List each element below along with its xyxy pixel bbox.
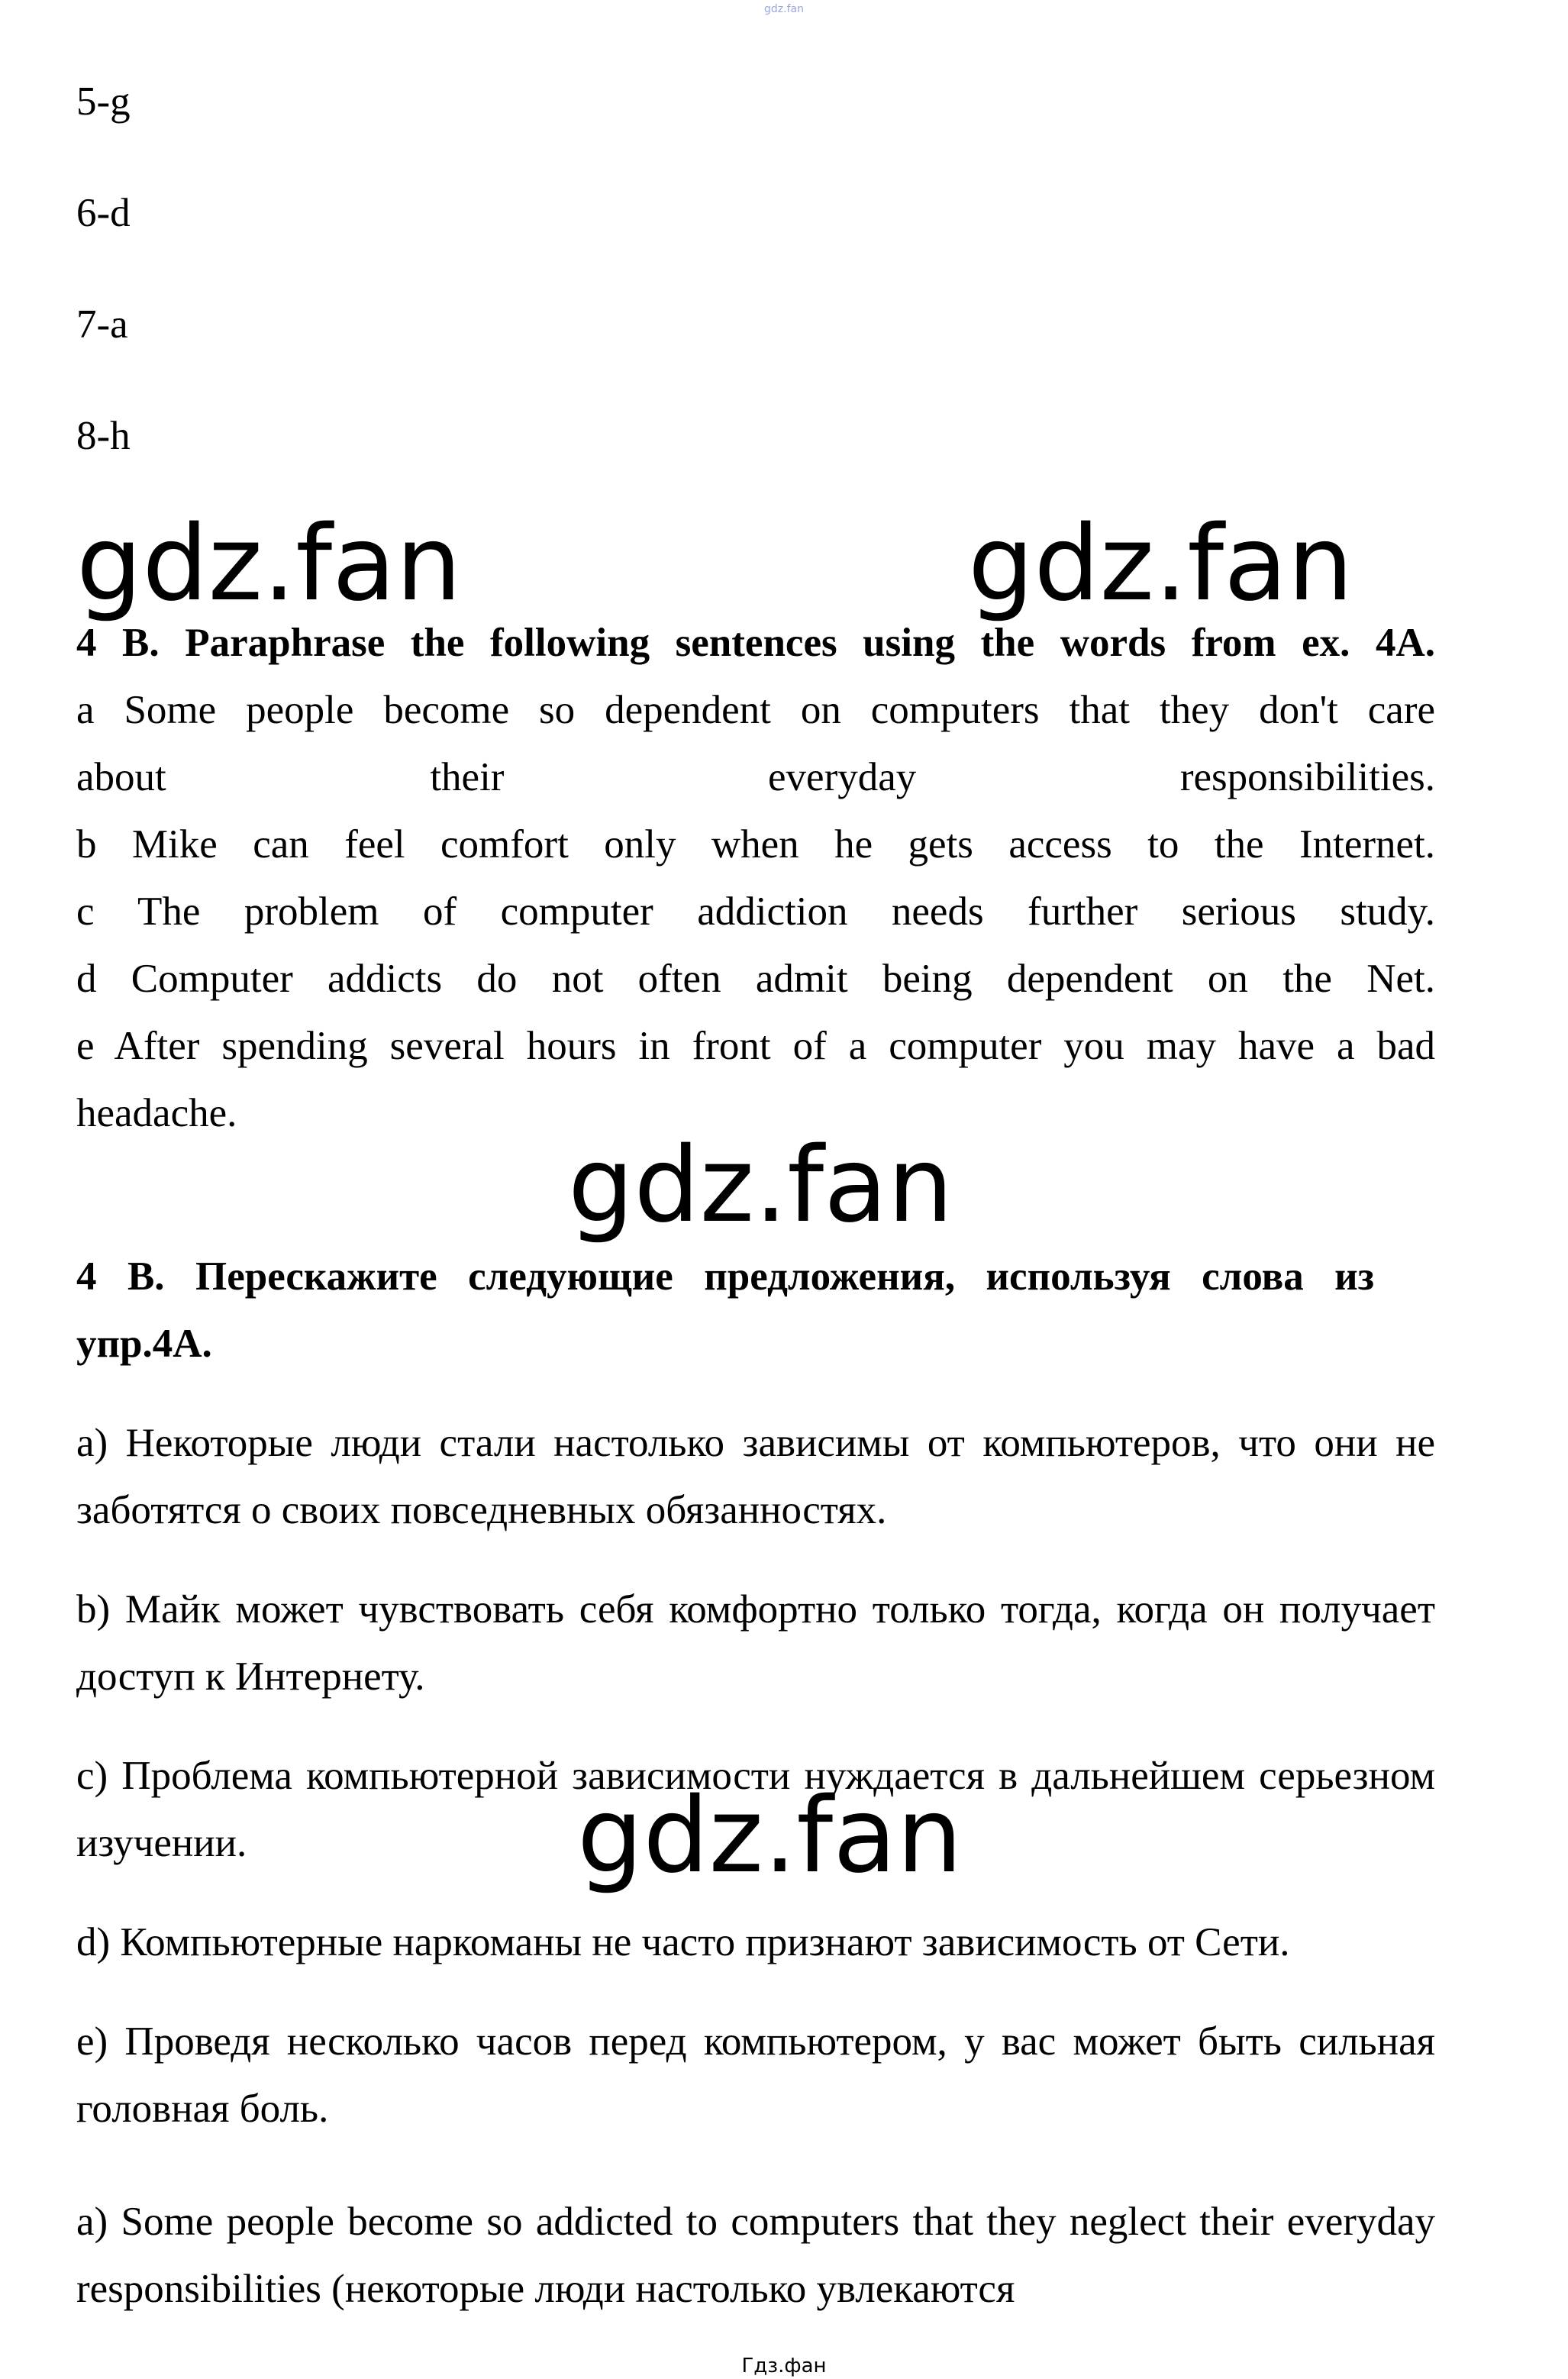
watermark: gdz.fan (76, 504, 462, 625)
sentence-a-line2: about their everyday responsibilities. (76, 755, 1435, 799)
ru-sentence-c: c) Проблема компьютерной зависимости нуждается в дальнейшем серьезном изучении. (76, 1754, 1435, 1865)
sentence-b: b Mike can feel comfort only when he gets access to the Internet. (76, 822, 1435, 867)
sentence-e-line1: e After spending several hours in front of a computer you may have a bad (76, 1024, 1435, 1068)
task-en-title: 4 B. Paraphrase the following sentences using the words from ex. 4A. (76, 621, 1435, 665)
sentence-a-line1: a Some people become so dependent on computers that they don't care (76, 688, 1435, 732)
sentence-d: d Computer addicts do not often admit being dependent on the Net. (76, 957, 1435, 1001)
task-ru (76, 1243, 1435, 1377)
watermark: gdz.fan (568, 1125, 953, 1246)
answer-a: a) Some people become so addicted to computers that they neglect their everyday responsibilities (некоторые люди настолько увлекаются (76, 2200, 1435, 2311)
top-watermark: gdz.fan (764, 3, 804, 15)
answers-list (76, 46, 1435, 492)
watermark: gdz.fan (968, 504, 1353, 625)
task-ru-title: 4 B. Перескажите следующие предложения, используя слова из упр.4A. (76, 1254, 1374, 1366)
sentence-e-line2: headache. (76, 1091, 237, 1135)
answer-item: 6-d (76, 191, 131, 235)
ru-sentence-a: a) Некоторые люди стали настолько зависимы от компьютеров, что они не заботятся о своих повседневных обязанностях. (76, 1421, 1435, 1532)
answer-item: 8-h (76, 414, 131, 458)
answer-item: 5-g (76, 79, 131, 124)
ru-sentence-e: e) Проведя несколько часов перед компьютером, у вас может быть сильная головная боль. (76, 2019, 1435, 2131)
sentence-c: c The problem of computer addiction needs further serious study. (76, 889, 1435, 934)
ru-sentence-d: d) Компьютерные наркоманы не часто признают зависимость от Сети. (76, 1920, 1290, 1964)
answer-item: 7-a (76, 302, 128, 347)
watermark: gdz.fan (577, 1776, 963, 1896)
task-en (76, 609, 1435, 1147)
footer-text: Гдз.фан (741, 2355, 827, 2377)
ru-sentence-b: b) Майк может чувствовать себя комфортно только тогда, когда он получает доступ к Интернету. (76, 1587, 1435, 1699)
